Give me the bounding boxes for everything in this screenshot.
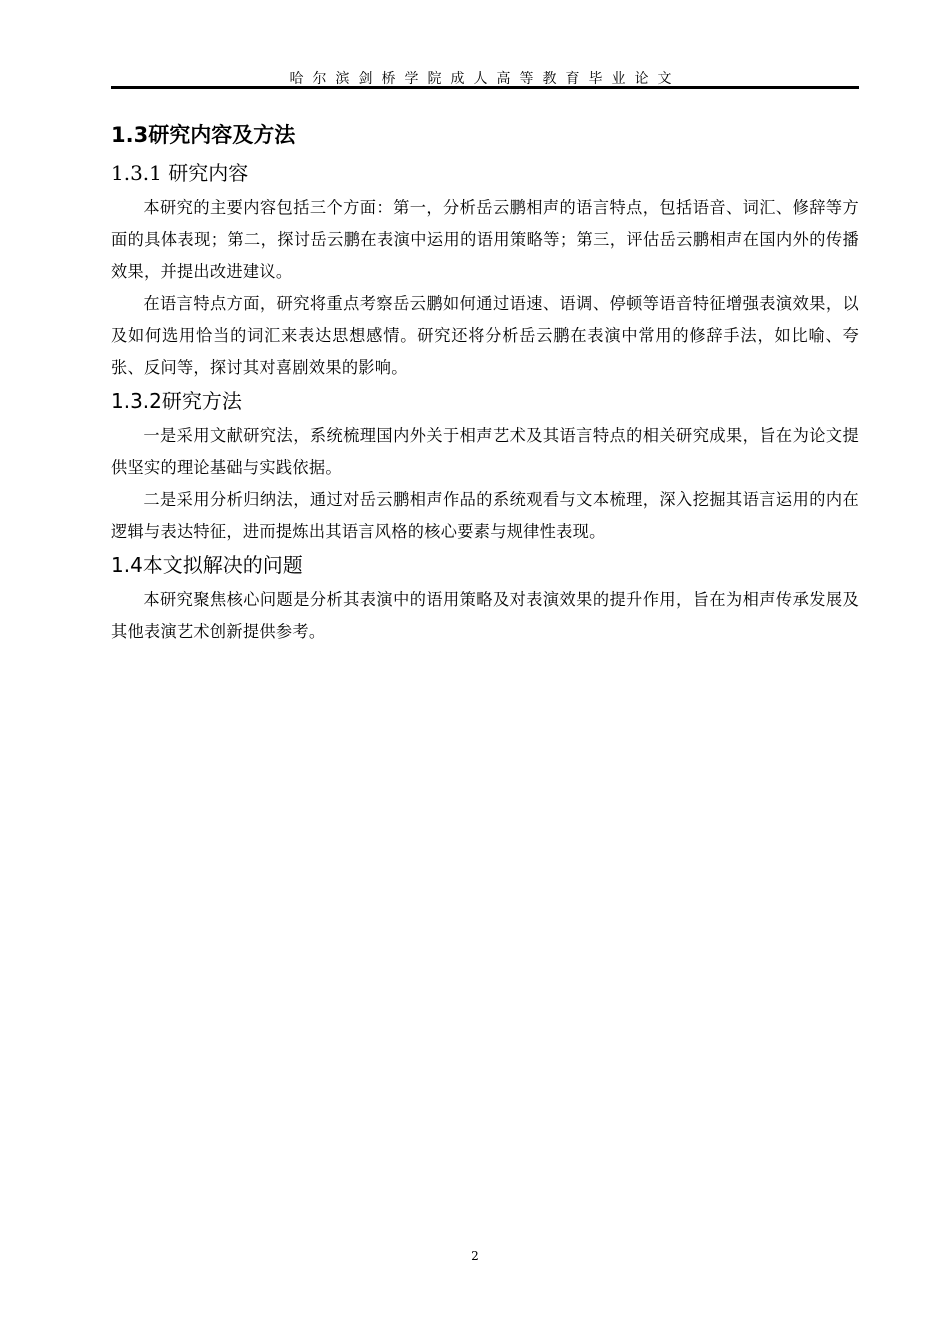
paragraph: 本研究的主要内容包括三个方面：第一，分析岳云鹏相声的语言特点，包括语音、词汇、修辞等方面的具体表现；第二，探讨岳云鹏在表演中运用的语用策略等；第三，评估岳云鹏相声在国内外的传播效果，并提出改进建议。 <box>111 198 859 281</box>
paragraph: 二是采用分析归纳法，通过对岳云鹏相声作品的系统观看与文本梳理，深入挖掘其语言运用的内在逻辑与表达特征，进而提炼出其语言风格的核心要素与规律性表现。 <box>111 490 859 541</box>
page-number: 2 <box>471 1249 479 1263</box>
paragraph: 本研究聚焦核心问题是分析其表演中的语用策略及对表演效果的提升作用，旨在为相声传承发展及其他表演艺术创新提供参考。 <box>111 590 859 641</box>
page-content <box>111 118 859 648</box>
subsection-heading-1-3-2: 1.3.2研究方法 <box>111 389 242 413</box>
header-rule <box>111 86 859 89</box>
section-heading-1-4: 1.4本文拟解决的问题 <box>111 553 303 577</box>
subsection-heading-1-3-1: 1.3.1 研究内容 <box>111 161 249 185</box>
paragraph: 一是采用文献研究法，系统梳理国内外关于相声艺术及其语言特点的相关研究成果，旨在为论文提供坚实的理论基础与实践依据。 <box>111 426 859 477</box>
section-heading-1-3: 1.3研究内容及方法 <box>111 123 296 147</box>
paragraph: 在语言特点方面，研究将重点考察岳云鹏如何通过语速、语调、停顿等语音特征增强表演效果，以及如何选用恰当的词汇来表达思想感情。研究还将分析岳云鹏在表演中常用的修辞手法，如比喻、夸张、反问等，探讨其对喜剧效果的影响。 <box>111 294 859 377</box>
page-header-title: 哈尔滨剑桥学院成人高等教育毕业论文 <box>289 71 681 87</box>
